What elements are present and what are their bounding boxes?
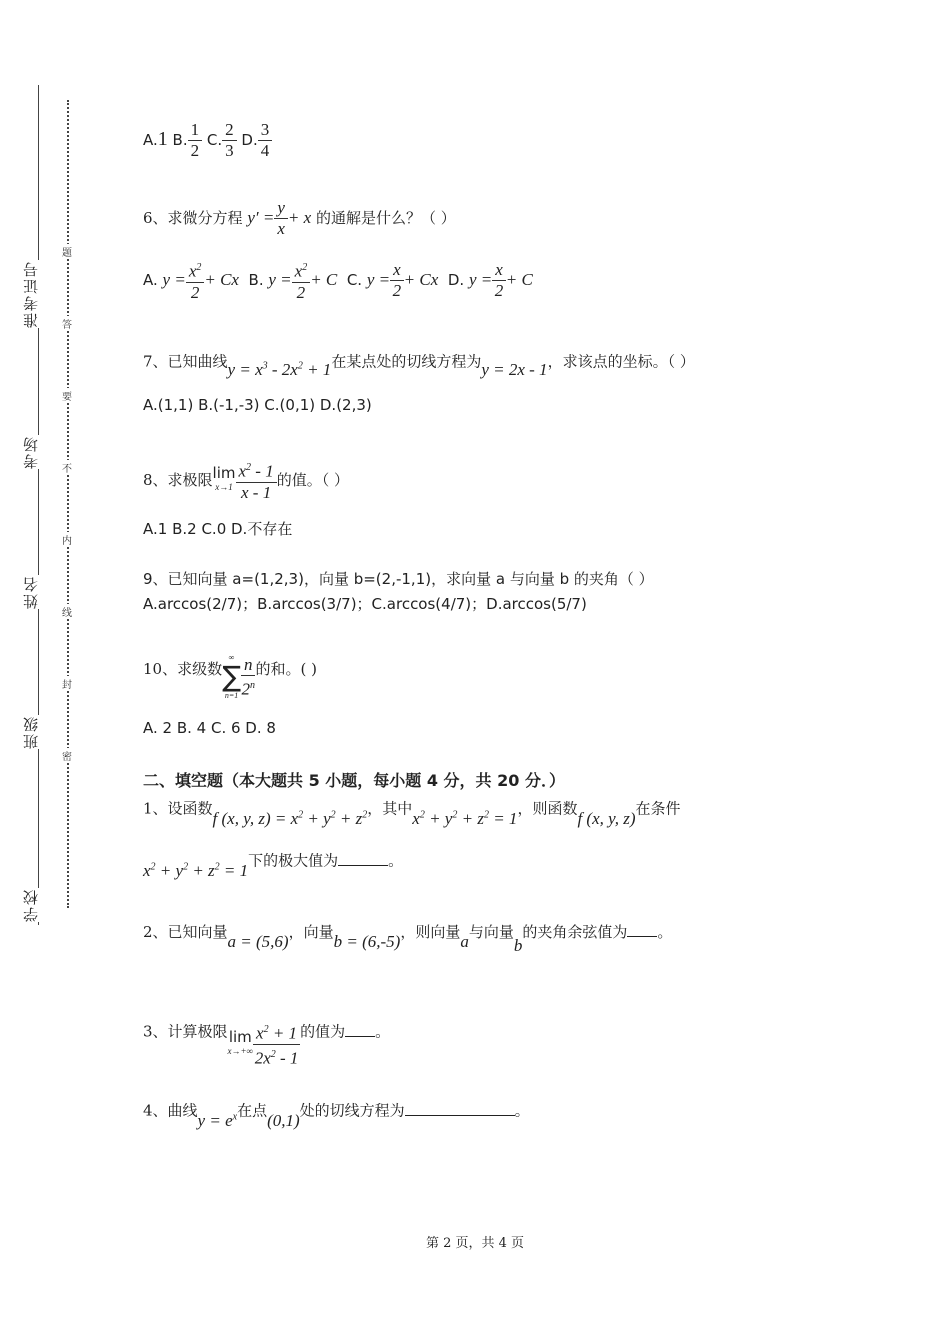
q8-limit: lim x→1 bbox=[212, 464, 236, 493]
answer-blank-2[interactable] bbox=[627, 922, 657, 937]
seal-char: 要 bbox=[62, 388, 72, 403]
seal-char: 题 bbox=[62, 244, 72, 259]
answer-blank-1[interactable] bbox=[338, 851, 388, 866]
q5-option-d-label: D. bbox=[241, 131, 258, 149]
seal-char: 答 bbox=[62, 316, 72, 331]
f3-limit: lim x→+∞ bbox=[227, 1028, 254, 1057]
q5-option-b-fraction: $\frac{1}{2}$ bbox=[188, 120, 203, 161]
margin-label-exam-room: 考场 bbox=[22, 435, 40, 469]
q6-option-b: B. y = $\frac{x^2}{2}$ + C bbox=[249, 271, 338, 289]
q8-stem: 8、求极限lim x→1 $\frac{x^2 - 1}{x - 1}$ 的值。（ ） bbox=[143, 458, 349, 503]
q8-options: A.1 B.2 C.0 D.不存在 bbox=[143, 520, 293, 538]
binding-margin bbox=[18, 80, 78, 940]
seal-char: 内 bbox=[62, 532, 72, 547]
q10-options: A. 2 B. 4 C. 6 D. 8 bbox=[143, 719, 276, 737]
answer-blank-3[interactable] bbox=[345, 1022, 375, 1037]
q6-option-a: A. y = $\frac{x^2}{2}$ + Cx bbox=[143, 271, 239, 289]
q6-options bbox=[143, 258, 533, 303]
q9-options: A.arccos(2/7)；B.arccos(3/7)；C.arccos(4/7)；D.arccos(5/7) bbox=[143, 595, 587, 613]
margin-dotted-line bbox=[67, 100, 69, 908]
fill-4: 4、曲线$y = e^x$在点(0,1)处的切线方程为 。 bbox=[143, 1101, 530, 1130]
q7-options: A.(1,1) B.(-1,-3) C.(0,1) D.(2,3) bbox=[143, 396, 372, 414]
fill-1-line1: 1、设函数f (x, y, $z) = x^2 + y^2 + z^2$，其中$x^2 + y^2 + z^2 = 1$，则函数f (x, y, z)在条件 bbox=[143, 799, 681, 828]
margin-label-school: 学校 bbox=[22, 888, 40, 922]
seal-char: 不 bbox=[62, 460, 72, 475]
margin-label-class: 班级 bbox=[22, 715, 40, 749]
margin-vertical-line bbox=[38, 85, 39, 925]
q6-option-d: D. y = $\frac{x}{2}$ + C bbox=[447, 259, 533, 300]
q5-option-c-label: C. bbox=[206, 131, 223, 149]
fill-2: 2、已知向量a = (5,6)，向量b = (6,-5)，则向量a与向量b的夹角余弦值为 。 bbox=[143, 923, 673, 955]
answer-blank-4[interactable] bbox=[405, 1101, 515, 1116]
seal-char: 封 bbox=[62, 676, 72, 691]
q5-option-a-label: A. bbox=[143, 131, 158, 149]
fill-1-line2: $x^2 + y^2 + z^2 = 1$下的极大值为 。 bbox=[143, 851, 404, 880]
q5-option-b-label: B. bbox=[172, 131, 188, 149]
q10-stem: 10、求级数 ∞ ∑ n=1 $\frac{n}{2^n}$ 的和。( ) bbox=[143, 653, 317, 700]
seal-char: 线 bbox=[62, 604, 72, 619]
q5-option-a-value: 1 bbox=[157, 128, 168, 150]
q7-tangent: y = 2x - 1 bbox=[481, 359, 548, 379]
q6-stem: 6、求微分方程 y′ = $\frac{y}{x}$ + x 的通解是什么？（ ） bbox=[143, 198, 456, 238]
q6-option-c: C. y = $\frac{x}{2}$ + Cx bbox=[346, 259, 439, 300]
section-heading: 二、填空题（本大题共 5 小题，每小题 4 分，共 20 分．） bbox=[143, 771, 565, 790]
seal-char: 密 bbox=[62, 748, 72, 763]
q7-stem: 7、已知曲线$y = x^3 - 2x^2 + 1$在某点处的切线方程为y = 2x - 1，求该点的坐标。（ ） bbox=[143, 352, 695, 379]
q5-options bbox=[143, 120, 272, 161]
q9-stem: 9、已知向量 a=(1,2,3)，向量 b=(2,-1,1)，求向量 a 与向量 b 的夹角（ ） bbox=[143, 570, 654, 588]
q5-option-d-fraction: $\frac{3}{4}$ bbox=[258, 120, 273, 161]
page-footer: 第 2 页，共 4 页 bbox=[425, 1236, 525, 1251]
q10-sum: ∞ ∑ n=1 bbox=[222, 653, 241, 700]
margin-label-name: 姓名 bbox=[22, 575, 40, 609]
margin-label-exam-id: 准考证号 bbox=[22, 260, 40, 328]
fill-3: 3、计算极限lim x→+∞ $\frac{x^2 + 1}{2x^2 - 1}$ 的值为 。 bbox=[143, 1008, 390, 1056]
q5-option-c-fraction: $\frac{2}{3}$ bbox=[222, 120, 237, 161]
